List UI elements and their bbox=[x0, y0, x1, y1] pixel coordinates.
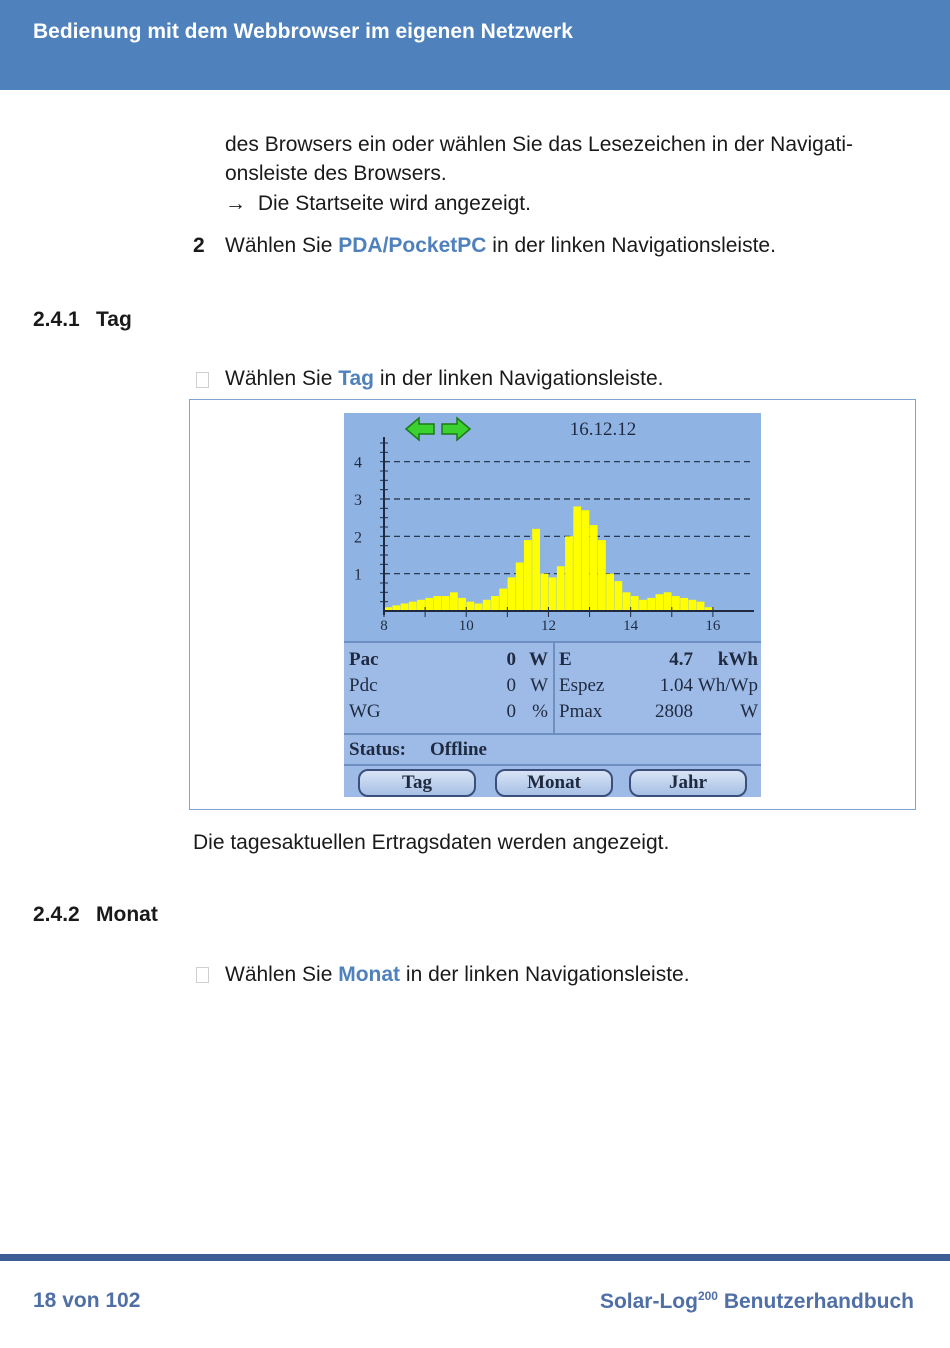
tag-instruction bbox=[225, 364, 664, 393]
table-value: 0 bbox=[506, 701, 516, 722]
chart-bar bbox=[606, 574, 614, 611]
y-tick-label: 4 bbox=[354, 454, 362, 472]
table-unit: Wh/Wp bbox=[697, 675, 758, 696]
table-unit: W bbox=[529, 649, 548, 670]
intro-line-2: onsleiste des Browsers. bbox=[225, 162, 447, 185]
chart-bar bbox=[656, 594, 664, 611]
chart-bar bbox=[450, 592, 458, 611]
table-unit: W bbox=[530, 675, 548, 696]
section-heading-monat bbox=[33, 903, 158, 927]
chart-bar bbox=[508, 577, 516, 611]
chart-bar bbox=[417, 600, 425, 611]
table-value: 1.04 bbox=[659, 675, 693, 696]
chart-bar bbox=[475, 604, 483, 611]
status-bar bbox=[344, 733, 761, 765]
x-tick-label: 16 bbox=[705, 618, 721, 634]
product-superscript: 200 bbox=[697, 1289, 718, 1303]
x-tick-label: 12 bbox=[540, 618, 556, 634]
monat-instruction bbox=[225, 960, 690, 989]
chart-bar bbox=[532, 529, 540, 611]
arrow-right-icon[interactable] bbox=[442, 418, 470, 440]
chart-bar bbox=[524, 540, 532, 611]
monat-instruction-before: Wählen Sie bbox=[225, 963, 339, 986]
table-value: 4.7 bbox=[669, 649, 693, 670]
result-text: Die Startseite wird angezeigt. bbox=[257, 192, 531, 215]
monat-instruction-keyword: Monat bbox=[338, 963, 401, 986]
chart-bar bbox=[647, 598, 655, 611]
monat-button[interactable]: Monat bbox=[495, 769, 613, 797]
intro-line-1: des Browsers ein oder wählen Sie das Lesezeichen in der Navigati- bbox=[225, 133, 854, 156]
x-tick-label: 14 bbox=[623, 618, 639, 634]
chart-bar bbox=[697, 602, 705, 611]
step-2-text bbox=[225, 231, 776, 260]
table-label: WG bbox=[349, 701, 381, 722]
table-value: 2808 bbox=[655, 701, 693, 722]
manual-title bbox=[600, 1289, 914, 1314]
footer-rule bbox=[0, 1254, 950, 1261]
chart-bar bbox=[565, 536, 573, 611]
chart-date: 16.12.12 bbox=[569, 419, 637, 440]
chart-bar bbox=[458, 598, 466, 611]
table-value: 0 bbox=[506, 649, 516, 670]
arrow-left-icon[interactable] bbox=[406, 418, 434, 440]
y-tick-label: 3 bbox=[354, 492, 362, 509]
chart-bar bbox=[557, 566, 565, 611]
table-unit: kWh bbox=[717, 649, 758, 670]
chart-bar bbox=[401, 604, 409, 611]
chart-bar bbox=[614, 581, 622, 611]
table-unit: W bbox=[740, 701, 758, 722]
table-label: Espez bbox=[559, 675, 605, 696]
chart-bar bbox=[442, 596, 450, 611]
product-name: Solar-Log bbox=[599, 1290, 698, 1313]
chart-bar bbox=[540, 574, 548, 611]
chart-bar bbox=[409, 602, 417, 611]
chart-bar bbox=[491, 596, 499, 611]
y-tick-label: 2 bbox=[354, 529, 362, 547]
nav-arrows bbox=[406, 418, 470, 440]
chart-bar bbox=[664, 592, 672, 611]
chart-bar bbox=[598, 540, 606, 611]
tag-button[interactable]: Tag bbox=[358, 769, 476, 797]
table-divider bbox=[553, 641, 555, 733]
table-unit: % bbox=[532, 701, 548, 722]
result-line bbox=[225, 189, 531, 218]
chart-bar bbox=[639, 600, 647, 611]
manual-suffix: Benutzerhandbuch bbox=[717, 1290, 914, 1313]
table-label: E bbox=[559, 649, 572, 670]
yield-chart bbox=[344, 413, 761, 641]
section-title: Monat bbox=[96, 903, 158, 926]
chart-bar bbox=[590, 525, 598, 611]
bullet-box-icon bbox=[196, 372, 209, 388]
table-label: Pdc bbox=[349, 675, 378, 696]
tag-instruction-keyword: Tag bbox=[338, 367, 375, 390]
chart-bar bbox=[425, 598, 433, 611]
page-header bbox=[0, 0, 950, 90]
result-arrow-icon: → bbox=[225, 192, 246, 215]
chart-bar bbox=[434, 596, 442, 611]
y-tick-label: 1 bbox=[354, 566, 362, 584]
chart-bar bbox=[672, 596, 680, 611]
status-label: Status: bbox=[349, 739, 407, 760]
figure-caption: Die tagesaktuellen Ertragsdaten werden angezeigt. bbox=[193, 831, 670, 854]
step-2-before: Wählen Sie bbox=[225, 234, 339, 257]
chart-bar bbox=[688, 600, 696, 611]
table-label: Pac bbox=[349, 649, 379, 670]
chart-bar bbox=[516, 562, 524, 611]
table-label: Pmax bbox=[559, 701, 603, 722]
header-title: Bedienung mit dem Webbrowser im eigenen Netzwerk bbox=[33, 20, 573, 43]
section-title: Tag bbox=[96, 308, 132, 331]
device-button-bar bbox=[344, 764, 761, 797]
tag-instruction-after: in der linken Navigationsleiste. bbox=[374, 367, 664, 390]
status-value: Offline bbox=[430, 739, 487, 760]
jahr-button[interactable]: Jahr bbox=[629, 769, 747, 797]
step-number: 2 bbox=[193, 234, 205, 257]
chart-bar bbox=[631, 596, 639, 611]
chart-bar bbox=[499, 589, 507, 611]
monat-instruction-after: in der linken Navigationsleiste. bbox=[400, 963, 690, 986]
x-tick-label: 8 bbox=[380, 618, 388, 634]
step-2-after: in der linken Navigationsleiste. bbox=[486, 234, 776, 257]
chart-bar bbox=[549, 577, 557, 611]
section-number: 2.4.2 bbox=[33, 903, 80, 926]
page-number: 18 von 102 bbox=[33, 1289, 141, 1312]
table-value: 0 bbox=[506, 675, 516, 696]
step-2-keyword: PDA/PocketPC bbox=[338, 234, 487, 257]
device-screenshot bbox=[344, 413, 761, 797]
chart-bar bbox=[623, 592, 631, 611]
section-number: 2.4.1 bbox=[33, 308, 80, 331]
x-tick-label: 10 bbox=[458, 618, 474, 634]
chart-bar bbox=[483, 600, 491, 611]
chart-bar bbox=[466, 602, 474, 611]
section-heading-tag bbox=[33, 308, 132, 332]
tag-instruction-before: Wählen Sie bbox=[225, 367, 339, 390]
chart-bar bbox=[582, 510, 590, 611]
bullet-box-icon bbox=[196, 967, 209, 983]
chart-bar bbox=[680, 598, 688, 611]
chart-bar bbox=[573, 506, 581, 611]
